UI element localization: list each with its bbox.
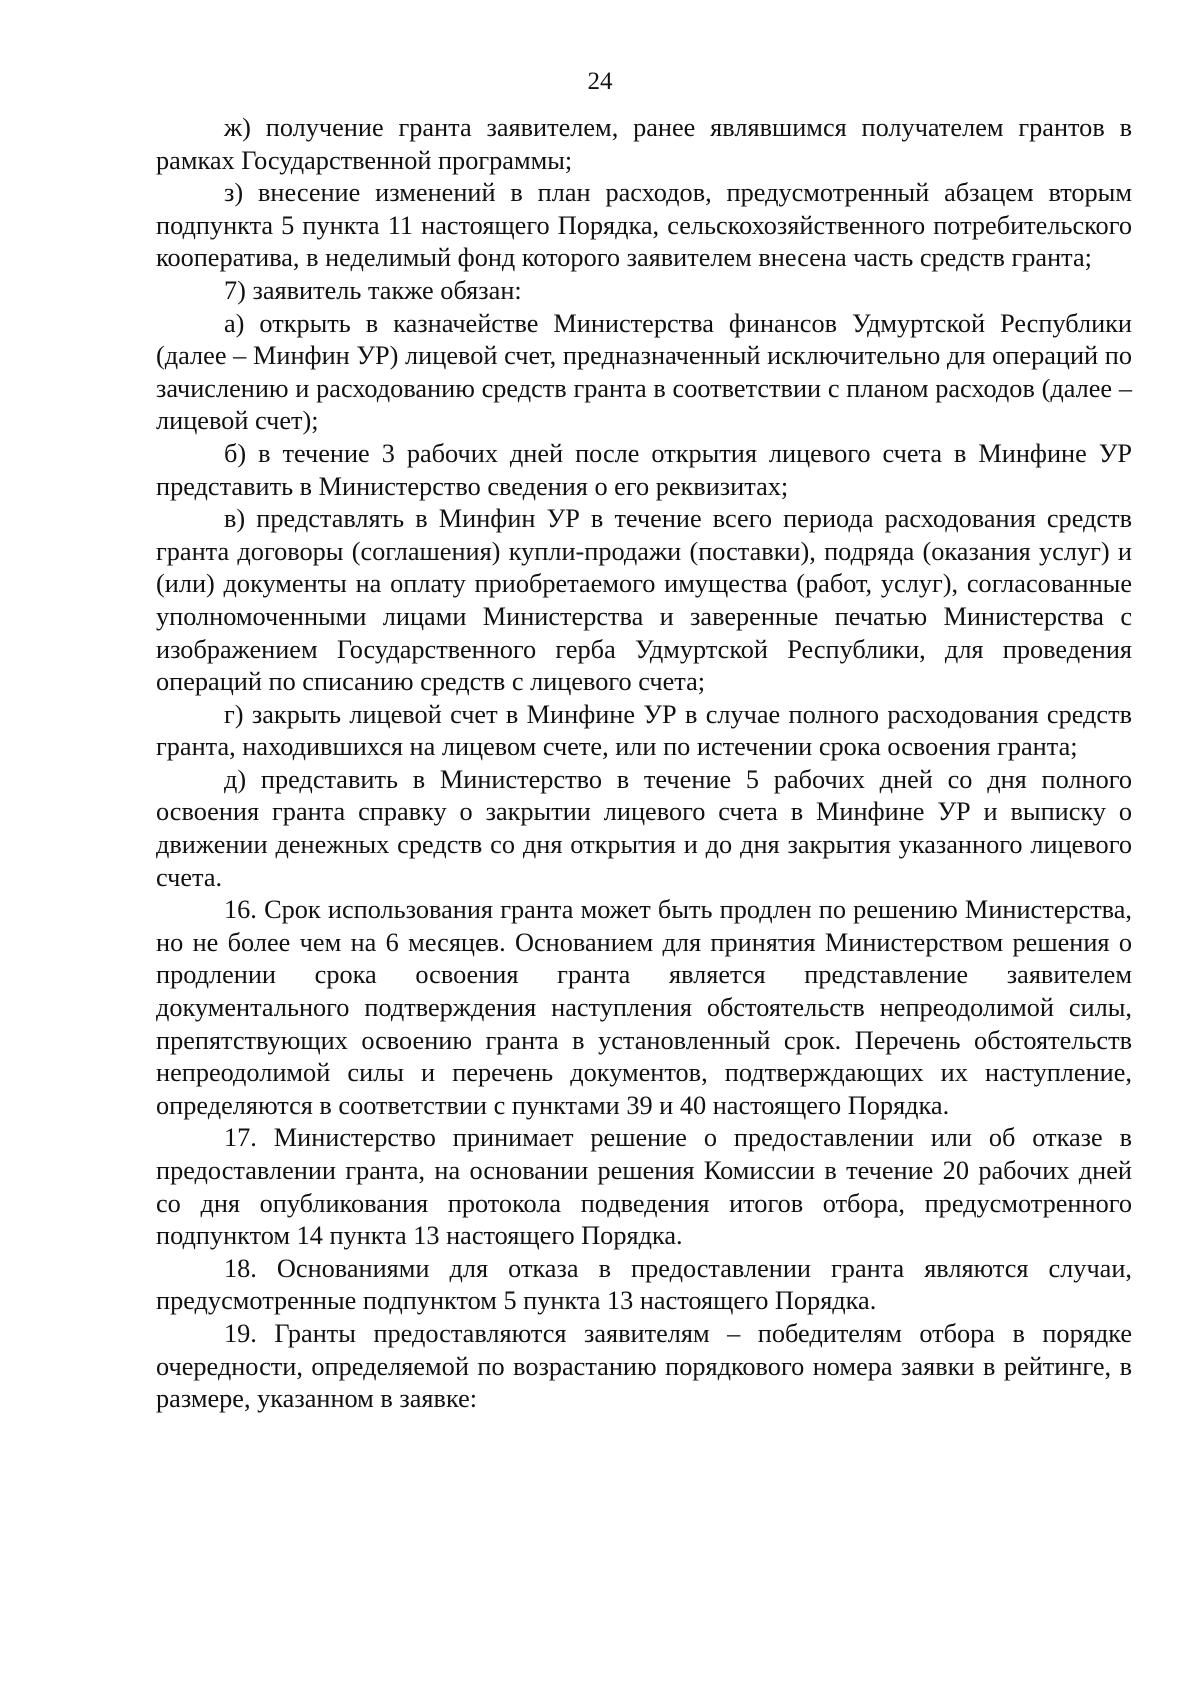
paragraph-clause-18: 18. Основаниями для отказа в предоставлении гранта являются случаи, предусмотренные подпунктом 5 пункта 13 настоящего Порядка. — [156, 1253, 1132, 1316]
paragraph-item-zh: ж) получение гранта заявителем, ранее являвшимся получателем грантов в рамках Государственной программы; — [156, 113, 1132, 175]
paragraph-clause-17: 17. Министерство принимает решение о предоставлении или об отказе в предоставлении гранта, на основании решения Комиссии в течение 20 рабочих дней со дня опубликования протокола подведения итогов отбора, предусмотренного подпунктом 14 пункта 13 настоящего Порядка. — [156, 1123, 1132, 1251]
paragraph-item-g: г) закрыть лицевой счет в Минфине УР в случае полного расходования средств гранта, находившихся на лицевом счете, или по истечении срока освоения гранта; — [156, 699, 1132, 762]
paragraph-item-v: в) представлять в Минфин УР в течение всего периода расходования средств гранта договоры (соглашения) купли-продажи (поставки), подряда (оказания услуг) и (или) документы на оплату приобретаемого имущества (работ, услуг), согласованные уполномоченными лицами Министерства и заверенные печатью Министерства с изображением Государственного герба Удмуртской Республики, для проведения операций по списанию средств с лицевого счета; — [156, 504, 1132, 697]
paragraph-clause-19: 19. Гранты предоставляются заявителям – победителям отбора в порядке очередности, определяемой по возрастанию порядкового номера заявки в рейтинге, в размере, указанном в заявке: — [156, 1318, 1132, 1414]
document-body — [156, 112, 1132, 1416]
paragraph-item-d: д) представить в Министерство в течение 5 рабочих дней со дня полного освоения гранта справку о закрытии лицевого счета в Минфине УР и выписку о движении денежных средств со дня открытия и до дня закрытия указанного лицевого счета. — [156, 764, 1132, 892]
paragraph-item-a: а) открыть в казначействе Министерства финансов Удмуртской Республики (далее – Минфин УР) лицевой счет, предназначенный исключительно для операций по зачислению и расходованию средств гранта в соответствии с планом расходов (далее – лицевой счет); — [156, 308, 1132, 436]
paragraph-item-z: з) внесение изменений в план расходов, предусмотренный абзацем вторым подпункта 5 пункта 11 настоящего Порядка, сельскохозяйственного потребительского кооператива, в неделимый фонд которого заявителем внесена часть средств гранта; — [156, 178, 1132, 273]
page-number: 24 — [587, 68, 613, 95]
paragraph-clause-16: 16. Срок использования гранта может быть продлен по решению Министерства, но не более чем на 6 месяцев. Основанием для принятия Министерством решения о продлении срока освоения гранта является представление заявителем документального подтверждения наступления обстоятельств непреодолимой силы, препятствующих освоению гранта в установленный срок. Перечень обстоятельств непреодолимой силы и перечень документов, подтверждающих их наступление, определяются в соответствии с пунктами 39 и 40 настоящего Порядка. — [156, 895, 1132, 1120]
paragraph-item-b: б) в течение 3 рабочих дней после открытия лицевого счета в Минфине УР представить в Министерство сведения о его реквизитах; — [156, 438, 1132, 501]
paragraph-subitem-7: 7) заявитель также обязан: — [224, 275, 522, 305]
